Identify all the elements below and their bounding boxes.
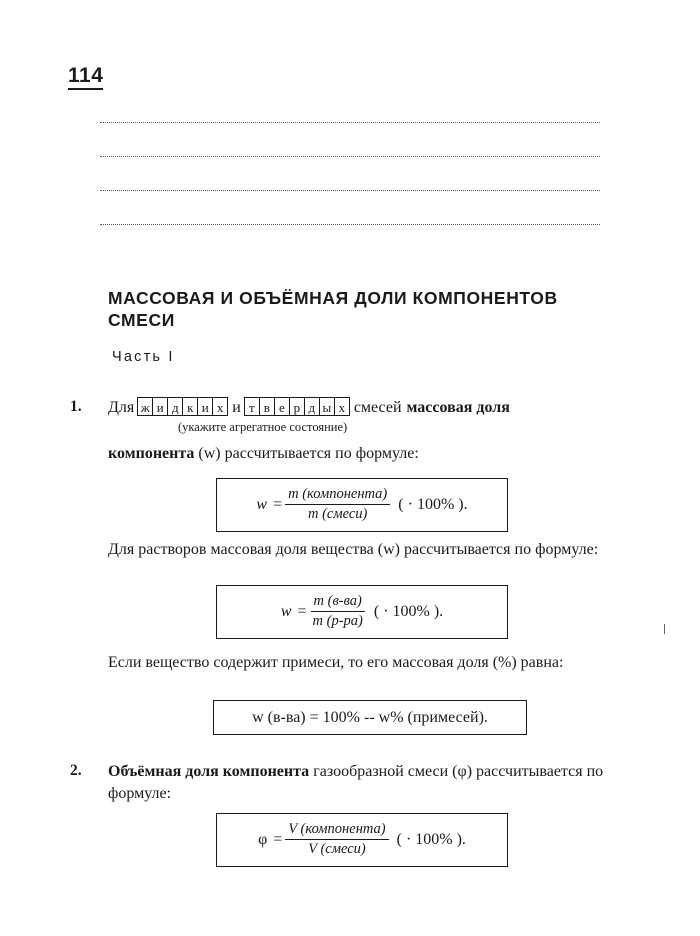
formula-volume-fraction: [216, 813, 508, 867]
formula-line: [258, 822, 466, 859]
boxed-char: х: [334, 397, 350, 416]
boxed-answer-1[interactable]: [138, 397, 228, 416]
fraction: [285, 486, 390, 523]
q1-conjunction: и: [232, 399, 241, 416]
formula-lhs: φ: [258, 831, 268, 848]
q2-bold-term: Объёмная доля компонента: [108, 763, 310, 780]
formula-impurities: [213, 700, 527, 735]
q1-lead-text: Для: [108, 399, 135, 416]
writing-line: [100, 224, 600, 225]
boxed-char: и: [197, 397, 213, 416]
section-title: МАССОВАЯ И ОБЪЁМНАЯ ДОЛИ КОМПОНЕНТОВ СМЕСИ: [108, 288, 558, 330]
formula-lhs: w: [280, 603, 292, 620]
formula-tail: ( · 100% ).: [373, 603, 444, 620]
boxed-char: д: [167, 397, 183, 416]
boxed-char: р: [289, 397, 305, 416]
writing-line: [100, 122, 600, 123]
boxed-char: д: [304, 397, 320, 416]
writing-line: [100, 190, 600, 191]
margin-tick: [664, 624, 665, 634]
formula-equals: =: [273, 496, 283, 513]
formula-equals: =: [297, 603, 307, 620]
boxed-char: к: [182, 397, 198, 416]
q1-impurities-text: Если вещество содержит примеси, то его массовая доля (%) равна:: [108, 654, 564, 671]
formula-mass-fraction-component: [216, 478, 508, 532]
boxed-char: е: [274, 397, 290, 416]
boxed-char: ы: [319, 397, 335, 416]
question-1-line: [108, 397, 648, 417]
formula-lhs: w: [256, 496, 268, 513]
formula-tail: ( · 100% ).: [398, 496, 468, 513]
formula-text: w (в-ва) = 100% -- w% (примесей).: [252, 708, 488, 726]
writing-lines: [100, 122, 600, 258]
q1-continuation-bold: компонента: [108, 445, 195, 462]
question-2-text: [108, 761, 653, 804]
part-label: Часть I: [112, 349, 175, 365]
q1-after-text: смесей: [353, 399, 402, 416]
boxed-char: ж: [137, 397, 153, 416]
boxed-answer-2[interactable]: [245, 397, 350, 416]
fraction-numerator: m (компонента): [285, 486, 390, 505]
formula-mass-fraction-solution: [216, 585, 508, 639]
boxed-char: в: [259, 397, 275, 416]
formula-line: [256, 487, 467, 524]
agregate-state-hint: (укажите агрегатное состояние): [178, 420, 348, 434]
q1-continuation: [108, 443, 628, 465]
boxed-char: х: [212, 397, 228, 416]
fraction: [310, 593, 366, 630]
fraction-denominator: m (р-ра): [312, 612, 363, 629]
formula-tail: ( · 100% ).: [396, 831, 466, 848]
fraction-denominator: V (смеси): [308, 840, 366, 857]
q1-bold-term: массовая доля: [406, 399, 510, 416]
boxed-char: и: [152, 397, 168, 416]
fraction-numerator: V (компонента): [285, 821, 388, 840]
q1-continuation-text: (w) рассчитывается по формуле:: [198, 445, 419, 462]
fraction-numerator: m (в-ва): [311, 593, 365, 612]
q2-text: газообразной смеси (φ) рассчитывается по формуле:: [108, 763, 604, 802]
boxed-char: т: [244, 397, 260, 416]
fraction: [285, 821, 388, 858]
item-number-1: 1.: [70, 398, 82, 415]
fraction-denominator: m (смеси): [308, 505, 368, 522]
writing-line: [100, 156, 600, 157]
formula-equals: =: [273, 831, 283, 848]
item-number-2: 2.: [70, 762, 82, 779]
page-number: 114: [68, 64, 103, 90]
formula-line: [281, 594, 443, 631]
q1-solutions-text: Для растворов массовая доля вещества (w) рассчитывается по формуле:: [108, 541, 599, 558]
